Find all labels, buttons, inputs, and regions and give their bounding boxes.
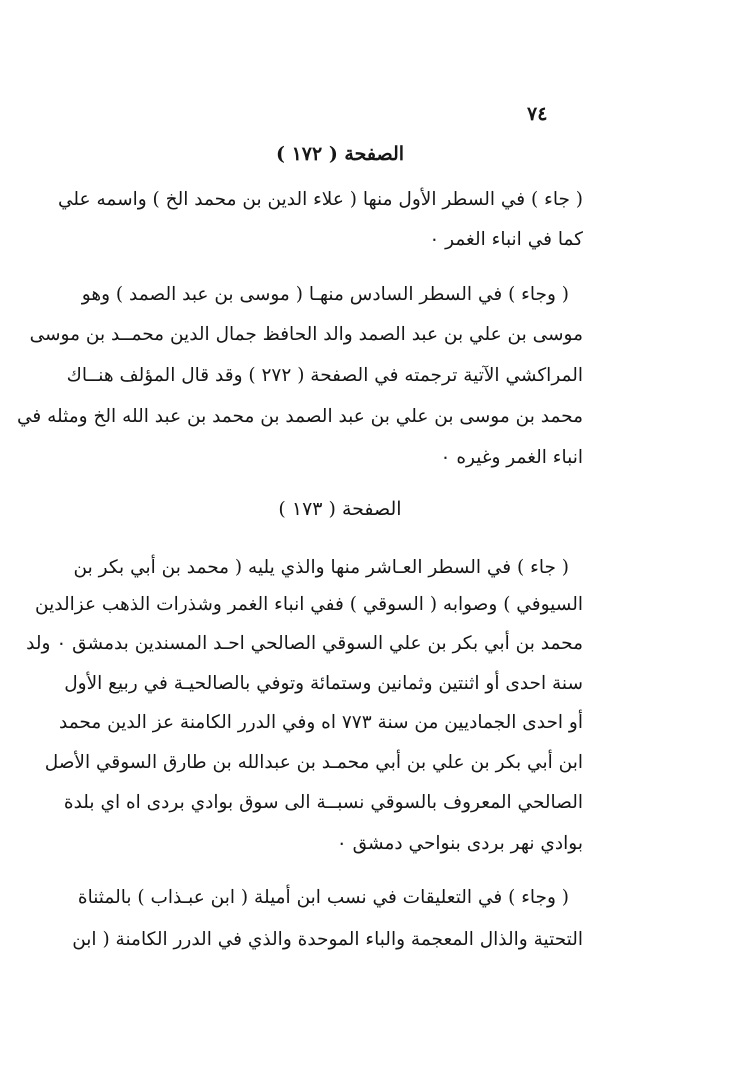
section-heading-172: الصفحة ( ١٧٢ ) — [275, 143, 405, 165]
section-heading-173: الصفحة ( ١٧٣ ) — [278, 498, 402, 520]
text-line: ( جاء ) في السطر العـاشر منها والذي يليه ( محمد بن أبي بكر بن — [73, 557, 569, 578]
page-number: ٧٤ — [527, 103, 548, 125]
text-line: المراكشي الآتية ترجمته في الصفحة ( ٢٧٢ ) وقد قال المؤلف هنــاك — [66, 365, 583, 386]
text-line: كما في انباء الغمر ٠ — [429, 229, 583, 250]
text-line: ( وجاء ) في السطر السادس منهـا ( موسى بن عبد الصمد ) وهو — [81, 284, 569, 305]
text-line: الصالحي المعروف بالسوقي نسبــة الى سوق بوادي بردى اه اي بلدة — [63, 792, 583, 813]
text-line: محمد بن موسى بن علي بن عبد الصمد بن محمد بن عبد الله الخ ومثله في — [16, 406, 583, 427]
text-line: محمد بن أبي بكر بن علي السوقي الصالحي احـد المسندين بدمشق ٠ ولد — [26, 633, 583, 654]
text-line: ابن أبي بكر بن علي بن أبي محمـد بن عبدالله بن طارق السوقي الأصل — [44, 752, 583, 773]
text-line: بوادي نهر بردى بنواحي دمشق ٠ — [336, 833, 583, 854]
text-line: سنة احدى أو اثنتين وثمانين وستمائة وتوفي بالصالحيـة في ربيع الأول — [64, 673, 583, 694]
text-line: ( وجاء ) في التعليقات في نسب ابن أميلة ( ابن عبـذاب ) بالمثناة — [77, 887, 569, 908]
text-line: موسى بن علي بن عبد الصمد والد الحافظ جمال الدين محمــد بن موسى — [29, 324, 583, 345]
text-line: التحتية والذال المعجمة والباء الموحدة والذي في الدرر الكامنة ( ابن — [72, 929, 583, 950]
text-line: السيوفي ) وصوابه ( السوقي ) ففي انباء الغمر وشذرات الذهب عزالدين — [35, 594, 583, 615]
text-line: ( جاء ) في السطر الأول منها ( علاء الدين بن محمد الخ ) واسمه علي — [58, 189, 583, 210]
text-line: انباء الغمر وغيره ٠ — [440, 447, 583, 468]
text-line: أو احدى الجماديين من سنة ٧٧٣ اه وفي الدرر الكامنة عز الدين محمد — [59, 712, 583, 733]
